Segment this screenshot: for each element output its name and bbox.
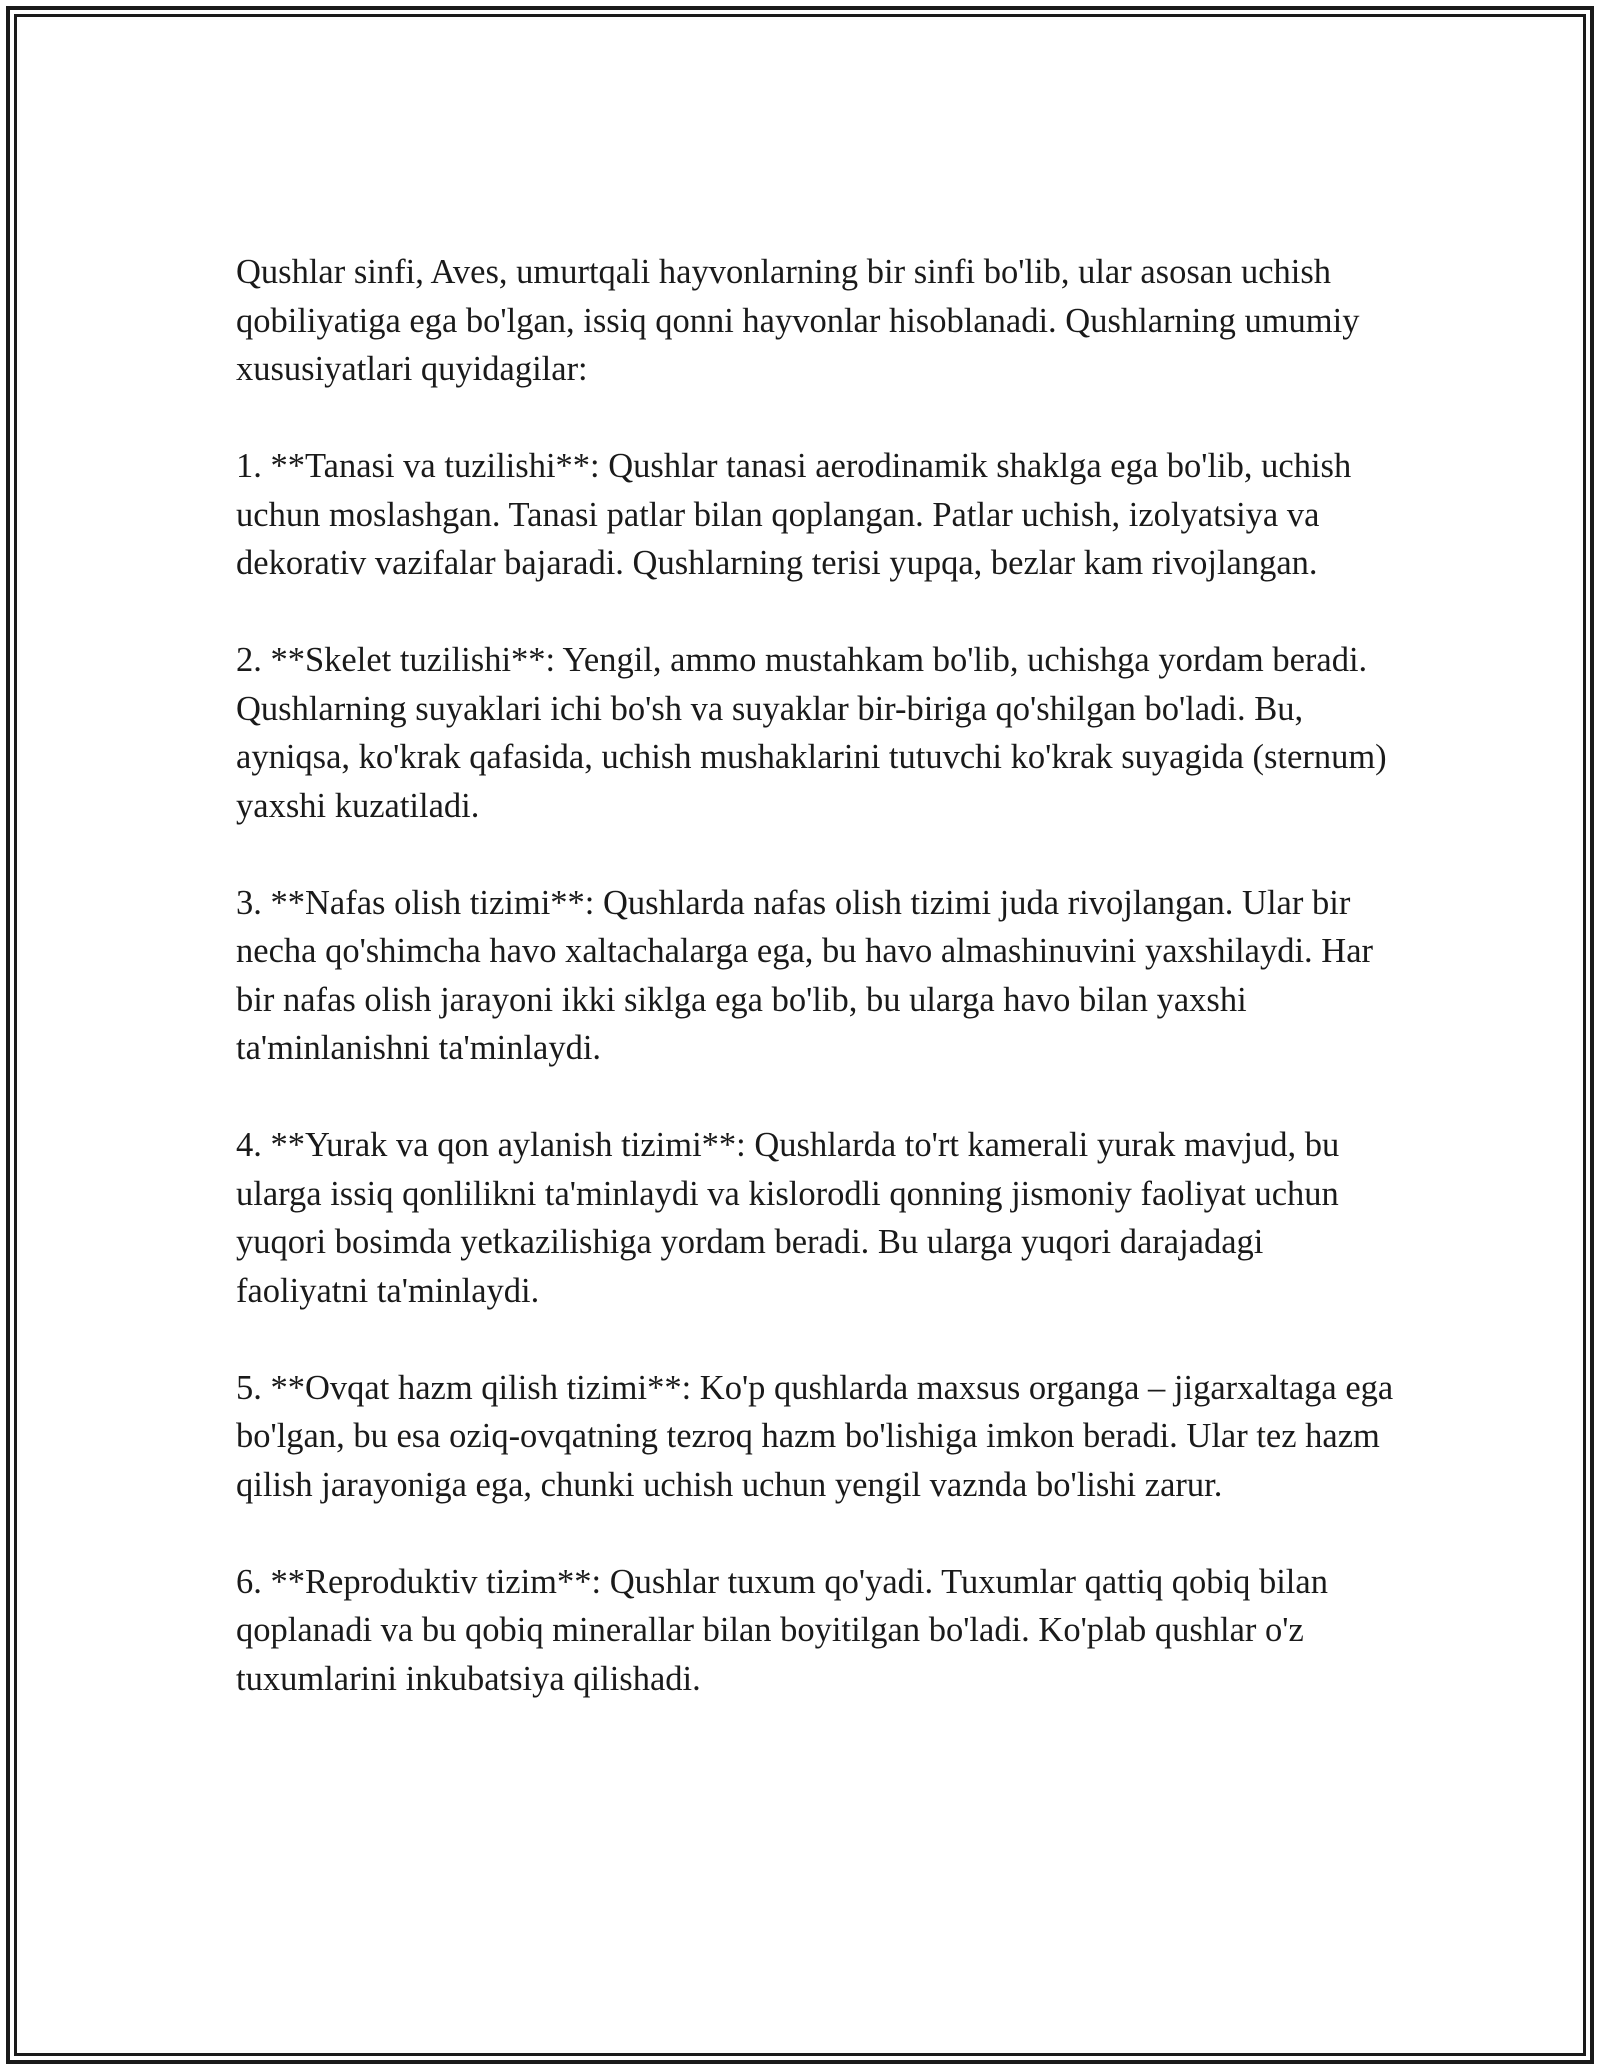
list-item-skeleton: 2. **Skelet tuzilishi**: Yengil, ammo mustahkam bo'lib, uchishga yordam beradi. Qushlarning suyaklari ichi bo'sh va suyaklar bir-biriga qo'shilgan bo'ladi. Bu, ayniqsa, ko'krak qafasida, uchish mushaklarini tutuvchi ko'krak suyagida (sternum) yaxshi kuzatiladi.: [236, 641, 1387, 825]
list-item-reproductive-system: 6. **Reproduktiv tizim**: Qushlar tuxum qo'yadi. Tuxumlar qattiq qobiq bilan qoplanadi va bu qobiq minerallar bilan boyitilgan bo'ladi. Ko'plab qushlar o'z tuxumlarini inkubatsiya qilishadi.: [236, 1562, 1328, 1698]
intro-paragraph: Qushlar sinfi, Aves, umurtqali hayvonlarning bir sinfi bo'lib, ular asosan uchish qobiliyatiga ega bo'lgan, issiq qonni hayvonlar hisoblanadi. Qushlarning umumiy xususiyatlari quyidagilar:: [236, 253, 1360, 388]
document-body: [236, 248, 1396, 1703]
list-item-circulatory-system: 4. **Yurak va qon aylanish tizimi**: Qushlarda to'rt kamerali yurak mavjud, bu ularga issiq qonlilikni ta'minlaydi va kislorodli qonning jismoniy faoliyat uchun yuqori bosimda yetkazilishiga yordam beradi. Bu ularga yuqori darajadagi faoliyatni ta'minlaydi.: [236, 1126, 1340, 1310]
list-item-body-structure: 1. **Tanasi va tuzilishi**: Qushlar tanasi aerodinamik shaklga ega bo'lib, uchish uchun moslashgan. Tanasi patlar bilan qoplangan. Patlar uchish, izolyatsiya va dekorativ vazifalar bajaradi. Qushlarning terisi yupqa, bezlar kam rivojlangan.: [236, 447, 1352, 582]
list-item-respiratory-system: 3. **Nafas olish tizimi**: Qushlarda nafas olish tizimi juda rivojlangan. Ular bir necha qo'shimcha havo xaltachalarga ega, bu havo almashinuvini yaxshilaydi. Har bir nafas olish jarayoni ikki siklga ega bo'lib, bu ularga havo bilan yaxshi ta'minlanishni ta'minlaydi.: [236, 883, 1374, 1067]
list-item-digestive-system: 5. **Ovqat hazm qilish tizimi**: Ko'p qushlarda maxsus organga – jigarxaltaga ega bo'lgan, bu esa oziq-ovqatning tezroq hazm bo'lishiga imkon beradi. Ular tez hazm qilish jarayoniga ega, chunki uchish uchun yengil vaznda bo'lishi zarur.: [236, 1368, 1394, 1504]
